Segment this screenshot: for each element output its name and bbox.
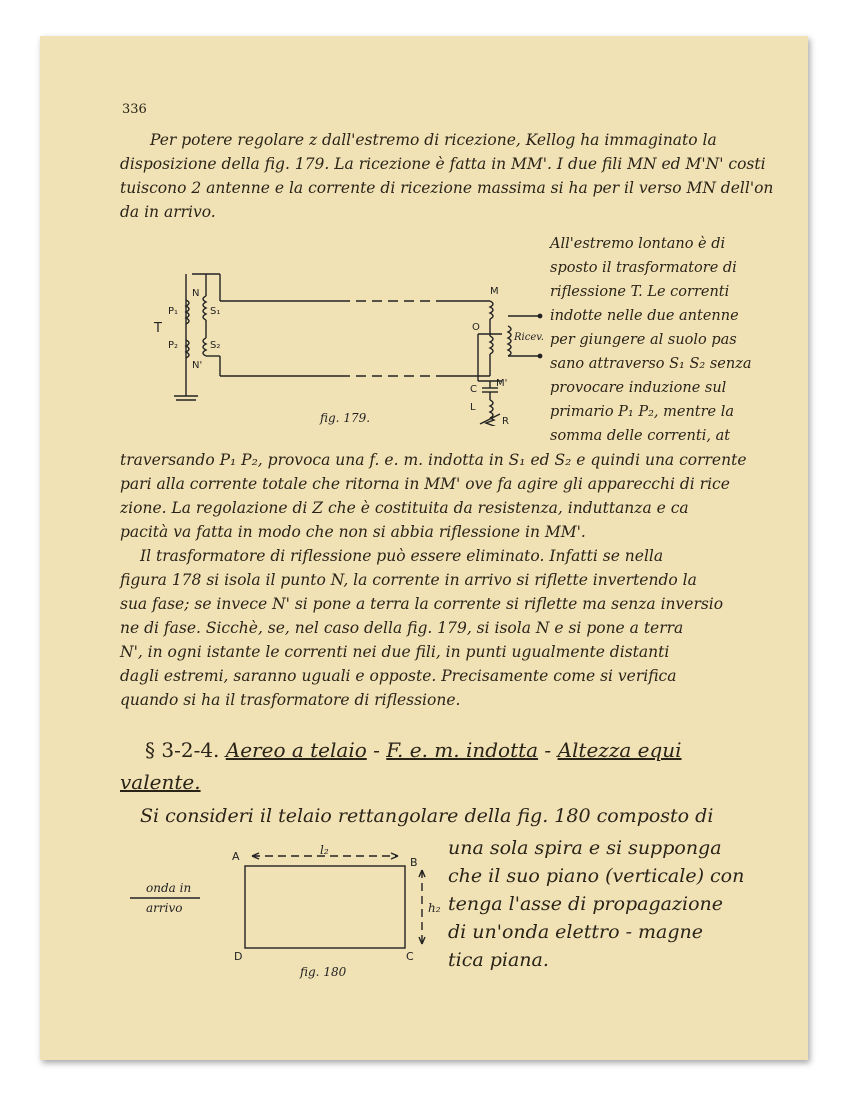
mid-paragraph-line-4: pacità va fatta in modo che non si abbia riflessione in MM'. bbox=[120, 523, 586, 541]
corner-C: C bbox=[406, 950, 414, 963]
mid-paragraph-line-1: traversando P₁ P₂, provoca una f. e. m. indotta in S₁ ed S₂ e quindi una corrente bbox=[120, 451, 747, 469]
section-heading bbox=[145, 740, 682, 760]
para3-side-line-4: di un'onda elettro - magne bbox=[448, 921, 704, 943]
label-N-prime: N' bbox=[192, 360, 203, 371]
side-text-line-6: sano attraverso S₁ S₂ senza bbox=[550, 356, 752, 372]
side-text-line-8: primario P₁ P₂, mentre la bbox=[550, 404, 735, 420]
label-O: O bbox=[472, 322, 480, 333]
side-text-line-7: provocare induzione sul bbox=[550, 380, 727, 396]
section-sep-1: - bbox=[366, 738, 387, 762]
para3-side-line-3: tenga l'asse di propagazione bbox=[448, 893, 724, 915]
label-P2: P₂ bbox=[168, 340, 179, 351]
label-M: M bbox=[490, 286, 499, 297]
section-heading-cont: valente. bbox=[120, 770, 201, 794]
section-title-b: F. e. m. indotta bbox=[386, 738, 539, 762]
top-paragraph-line-3: tuiscono 2 antenne e la corrente di ricezione massima si ha per il verso MN dell'on bbox=[120, 179, 774, 197]
side-text-line-4: indotte nelle due antenne bbox=[550, 308, 739, 324]
label-L: L bbox=[470, 402, 476, 413]
side-text-line-5: per giungere al suolo pas bbox=[550, 332, 737, 348]
label-S2: S₂ bbox=[210, 340, 221, 351]
dim-h: h₂ bbox=[428, 901, 441, 915]
para3-line-1: Si consideri il telaio rettangolare della fig. 180 composto di bbox=[140, 805, 714, 827]
side-text-line-1: All'estremo lontano è di bbox=[550, 236, 726, 252]
corner-D: D bbox=[234, 950, 243, 963]
label-S1: S₁ bbox=[210, 306, 221, 317]
side-text-line-3: riflessione T. Le correnti bbox=[550, 284, 730, 300]
section-number: § 3-2-4. bbox=[145, 738, 220, 762]
corner-B: B bbox=[410, 856, 418, 869]
section-title-a: Aereo a telaio bbox=[225, 738, 367, 762]
para2-line-4: ne di fase. Sicchè, se, nel caso della fig. 179, si isola N e si pone a terra bbox=[120, 619, 684, 637]
section-title-c: Altezza equi bbox=[557, 738, 682, 762]
top-paragraph-line-2: disposizione della fig. 179. La ricezione è fatta in MM'. I due fili MN ed M'N' costi bbox=[120, 155, 766, 173]
side-text-line-2: sposto il trasformatore di bbox=[550, 260, 737, 276]
wave-label-top: onda in bbox=[146, 881, 192, 895]
para2-line-2: figura 178 si isola il punto N, la corrente in arrivo si riflette invertendo la bbox=[120, 571, 697, 589]
label-ricev: Ricev. bbox=[514, 332, 544, 343]
para2-line-3: sua fase; se invece N' si pone a terra la corrente si riflette ma senza inversio bbox=[120, 595, 724, 613]
top-paragraph-line-4: da in arrivo. bbox=[120, 203, 216, 221]
label-P1: P₁ bbox=[168, 306, 179, 317]
para3-side-line-5: tica piana. bbox=[448, 949, 549, 971]
label-N: N bbox=[192, 288, 200, 299]
figure-179 bbox=[140, 256, 560, 426]
para2-line-1: Il trasformatore di riflessione può essere eliminato. Infatti se nella bbox=[140, 547, 664, 565]
figure-180-caption: fig. 180 bbox=[300, 965, 347, 979]
para2-line-6: dagli estremi, saranno uguali e opposte. Precisamente come si verifica bbox=[120, 667, 677, 685]
side-text-line-9: somma delle correnti, at bbox=[550, 428, 731, 444]
label-C: C bbox=[470, 384, 477, 395]
page-number: 336 bbox=[122, 102, 147, 117]
figure-179-caption: fig. 179. bbox=[320, 411, 371, 425]
section-sep-2: - bbox=[538, 738, 558, 762]
corner-A: A bbox=[232, 850, 240, 863]
wave-label-bottom: arrivo bbox=[146, 901, 183, 915]
para2-line-7: quando si ha il trasformatore di riflessione. bbox=[120, 691, 461, 709]
label-R: R bbox=[502, 416, 509, 426]
label-M-prime: M' bbox=[496, 378, 508, 389]
manuscript-page bbox=[40, 36, 808, 1060]
figure-180 bbox=[120, 844, 450, 984]
label-T: T bbox=[154, 321, 162, 336]
top-paragraph-line-1: Per potere regolare z dall'estremo di ricezione, Kellog ha immaginato la bbox=[150, 131, 717, 149]
dim-l: l₂ bbox=[320, 844, 329, 857]
para3-side-line-1: una sola spira e si supponga bbox=[448, 837, 722, 859]
para3-side-line-2: che il suo piano (verticale) con bbox=[448, 865, 745, 887]
mid-paragraph-line-3: zione. La regolazione di Z che è costituita da resistenza, induttanza e ca bbox=[120, 499, 689, 517]
para2-line-5: N', in ogni istante le correnti nei due fili, in punti ugualmente distanti bbox=[120, 643, 670, 661]
mid-paragraph-line-2: pari alla corrente totale che ritorna in MM' ove fa agire gli apparecchi di rice bbox=[120, 475, 730, 493]
